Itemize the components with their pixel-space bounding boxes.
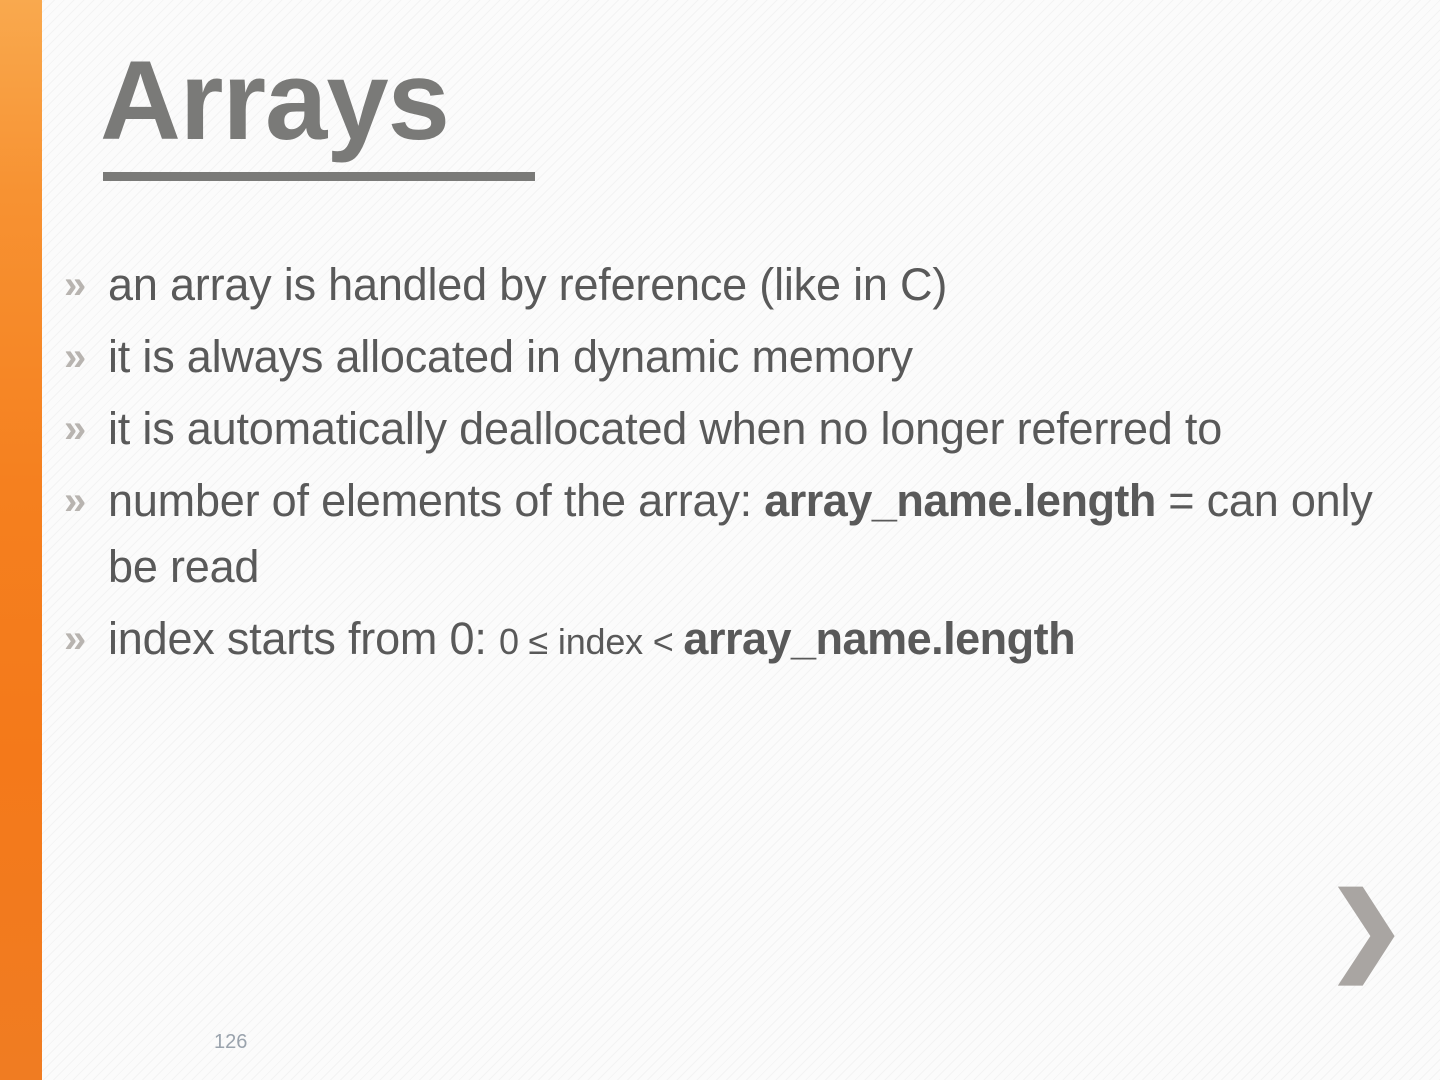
list-item-text	[108, 252, 1420, 318]
left-accent-bar	[0, 0, 42, 1080]
title-underline	[103, 172, 535, 181]
text-fragment: index starts from 0:	[108, 613, 499, 664]
bullet-list	[60, 252, 1420, 681]
text-fragment: it is automatically deallocated when no longer referred to	[108, 403, 1223, 454]
code-literal: array_name.length	[683, 613, 1076, 664]
list-item-text	[108, 324, 1420, 390]
list-item	[60, 396, 1420, 462]
code-literal: array_name.length	[764, 475, 1156, 526]
bullet-marker-icon: »	[64, 407, 87, 451]
bullet-marker-icon: »	[64, 617, 87, 661]
text-fragment: it is always allocated in dynamic memory	[108, 331, 913, 382]
page-number: 126	[214, 1031, 248, 1053]
list-item	[60, 606, 1420, 675]
inequality-expression: 0 ≤ index <	[498, 621, 684, 662]
list-item	[60, 324, 1420, 390]
chevron-right-icon: ❯	[1326, 875, 1407, 982]
list-item-text	[108, 606, 1420, 675]
text-fragment: number of elements of the array:	[108, 475, 765, 526]
list-item-text	[108, 468, 1420, 600]
text-fragment: an array is handled by reference (like in C)	[108, 259, 948, 310]
text-fragment: = can only be read	[108, 475, 1373, 592]
bullet-marker-icon: »	[64, 479, 87, 523]
list-item	[60, 252, 1420, 318]
page-title: Arrays	[100, 38, 449, 163]
bullet-marker-icon: »	[64, 335, 87, 379]
bullet-marker-icon: »	[64, 263, 87, 307]
list-item	[60, 468, 1420, 600]
list-item-text	[108, 396, 1420, 462]
